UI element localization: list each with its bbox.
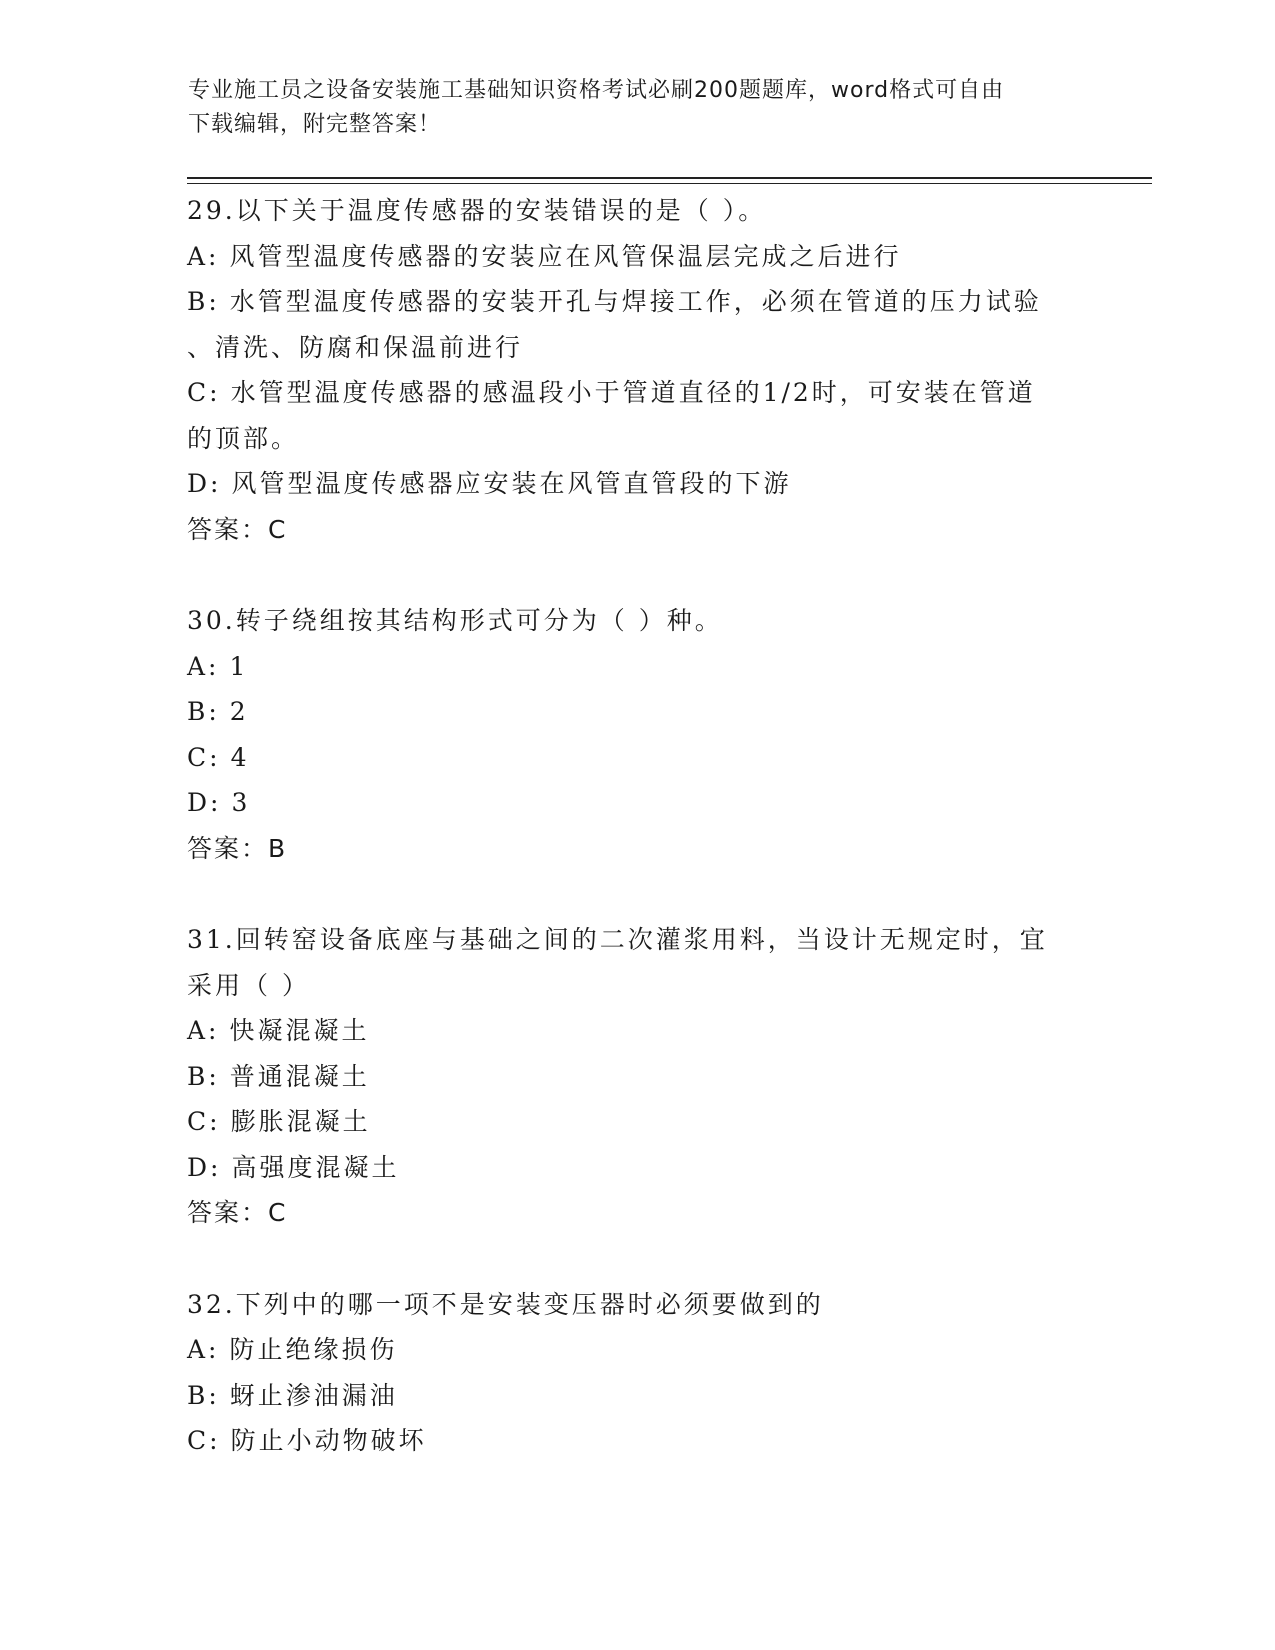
question-block xyxy=(187,1282,1087,1464)
option-line xyxy=(187,416,1087,462)
option-text: 普通混凝土 xyxy=(229,1061,370,1091)
option-label: B: xyxy=(187,1380,220,1410)
answer-text: 答案：B xyxy=(187,833,288,863)
question-stem: 采用（ ） xyxy=(187,970,310,1000)
option-line xyxy=(187,644,1087,690)
option-line xyxy=(187,780,1087,826)
option-line xyxy=(187,370,1087,416)
option-text: 蚜止渗油漏油 xyxy=(229,1380,398,1410)
option-label: D: xyxy=(187,788,222,817)
option-label: B: xyxy=(187,287,220,316)
option-line xyxy=(187,1145,1087,1191)
question-stem: 29.以下关于温度传感器的安装错误的是（ ）。 xyxy=(187,196,767,225)
option-label: C: xyxy=(187,1107,221,1136)
option-text: 膨胀混凝土 xyxy=(230,1107,371,1136)
option-line xyxy=(187,234,1087,280)
question-block xyxy=(187,598,1087,871)
header-line-1: 专业施工员之设备安装施工基础知识资格考试必刷200题题库，word格式可自由 xyxy=(188,78,1005,103)
option-text: 防止绝缘损伤 xyxy=(229,1335,398,1364)
option-line xyxy=(187,1054,1087,1100)
option-label: A: xyxy=(187,1335,220,1364)
answer-text: 答案：C xyxy=(187,1198,288,1227)
document-header xyxy=(188,74,1068,142)
option-line xyxy=(187,1327,1087,1373)
option-line xyxy=(187,325,1087,371)
option-text: 水管型温度传感器的安装开孔与焊接工作，必须在管道的压力试验 xyxy=(229,287,1042,316)
option-text: 快凝混凝土 xyxy=(229,1016,370,1045)
option-line xyxy=(187,1008,1087,1054)
option-label: D: xyxy=(187,469,222,498)
option-text: 2 xyxy=(229,697,249,726)
option-line xyxy=(187,1418,1087,1464)
option-text: 1 xyxy=(229,651,249,681)
option-label: A: xyxy=(187,241,220,271)
option-line xyxy=(187,1373,1087,1419)
question-block xyxy=(187,917,1087,1236)
question-block xyxy=(187,188,1087,552)
option-label: C: xyxy=(187,1426,221,1455)
option-text: 风管型温度传感器的安装应在风管保温层完成之后进行 xyxy=(229,241,902,271)
option-line xyxy=(187,461,1087,507)
question-stem: 32.下列中的哪一项不是安装变压器时必须要做到的 xyxy=(187,1289,824,1319)
option-text: 水管型温度传感器的感温段小于管道直径的1/2时，可安装在管道 xyxy=(230,378,1036,407)
option-text: 3 xyxy=(231,788,251,817)
option-text: 4 xyxy=(230,742,250,772)
question-list xyxy=(187,188,1087,1464)
option-text: 、清洗、防腐和保温前进行 xyxy=(187,332,524,362)
header-divider-thick xyxy=(187,177,1152,179)
option-label: B: xyxy=(187,697,220,726)
header-line-2: 下载编辑，附完整答案！ xyxy=(188,112,442,137)
option-label: C: xyxy=(187,742,221,772)
option-text: 风管型温度传感器应安装在风管直管段的下游 xyxy=(231,469,792,498)
option-label: B: xyxy=(187,1061,220,1091)
option-line xyxy=(187,279,1087,325)
header-divider-thin xyxy=(187,183,1152,184)
answer-text: 答案：C xyxy=(187,514,288,544)
option-text: 的顶部。 xyxy=(187,423,300,453)
option-label: A: xyxy=(187,651,220,681)
option-line xyxy=(187,1099,1087,1145)
option-line xyxy=(187,689,1087,735)
question-stem: 30.转子绕组按其结构形式可分为（ ）种。 xyxy=(187,606,723,635)
question-stem: 31.回转窑设备底座与基础之间的二次灌浆用料，当设计无规定时，宜 xyxy=(187,925,1048,954)
option-label: C: xyxy=(187,378,221,407)
option-text: 高强度混凝土 xyxy=(231,1152,400,1182)
option-label: A: xyxy=(187,1016,220,1045)
option-line xyxy=(187,735,1087,781)
option-label: D: xyxy=(187,1152,222,1182)
option-text: 防止小动物破坏 xyxy=(230,1426,427,1455)
